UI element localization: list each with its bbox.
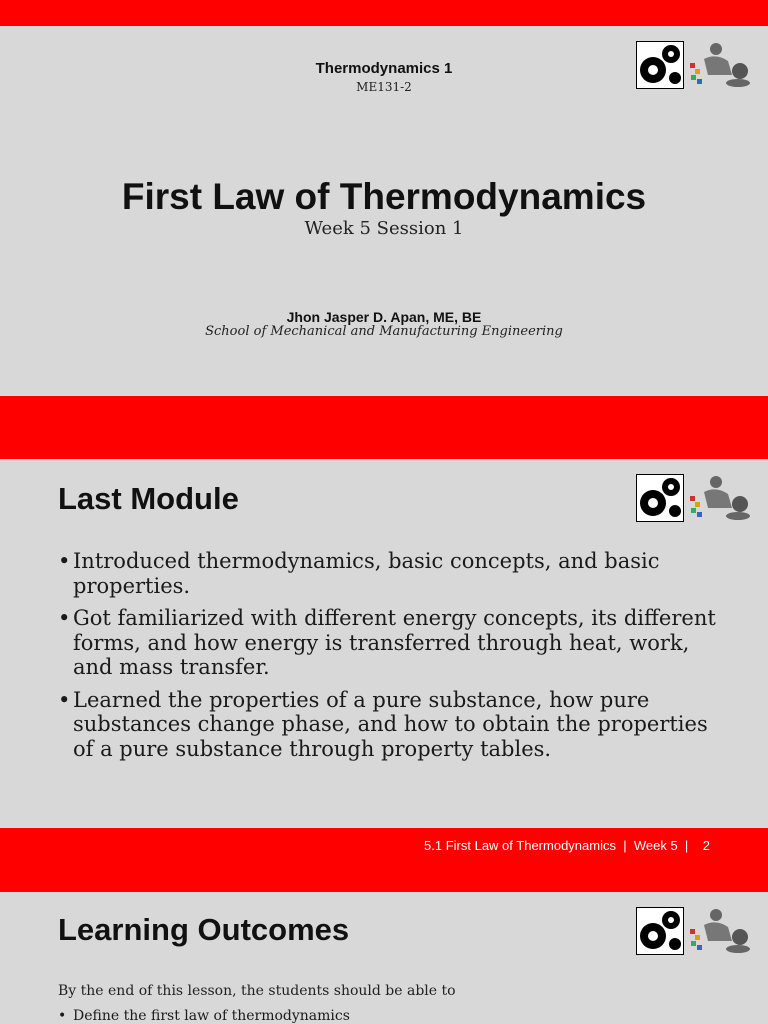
person-globe-logo-icon (688, 907, 752, 955)
gear-logo-icon (636, 474, 684, 522)
list-item: • Got familiarized with different energy concepts, its different forms, and how energy is transferred through heat, work, and mass transfer. (58, 606, 718, 680)
slide-heading: Last Module (58, 481, 239, 516)
list-item: • Define the first law of thermodynamics (58, 1007, 718, 1024)
person-globe-logo-icon (688, 474, 752, 522)
course-code: ME131-2 (356, 80, 412, 94)
learning-outcomes-slide (0, 892, 768, 1024)
course-name: Thermodynamics 1 (315, 60, 453, 77)
slide-heading: Learning Outcomes (58, 912, 350, 947)
outcomes-intro: By the end of this lesson, the students should be able to (58, 983, 456, 999)
top-red-band (0, 0, 768, 26)
list-item: • Introduced thermodynamics, basic concepts, and basic properties. (58, 549, 718, 598)
footer-separator: | (619, 838, 631, 853)
slide2-logo (636, 474, 752, 522)
list-item: • Learned the properties of a pure substance, how pure substances change phase, and how to obtain the properties of a pure substance through property tables. (58, 688, 718, 762)
slide-footer (424, 838, 710, 853)
footer-separator: | (681, 838, 700, 853)
slide-title: First Law of Thermodynamics (121, 176, 647, 217)
last-module-list (58, 549, 718, 769)
title-slide (0, 26, 768, 396)
outcomes-list (58, 1007, 718, 1024)
footer-title: 5.1 First Law of Thermodynamics (424, 838, 616, 853)
gear-logo-icon (636, 907, 684, 955)
slide3-logo (636, 907, 752, 955)
last-module-slide (0, 459, 768, 828)
author-name: Jhon Jasper D. Apan, ME, BE (286, 309, 482, 325)
slide-subtitle: Week 5 Session 1 (304, 218, 464, 239)
footer-page-number: 2 (702, 838, 710, 853)
footer-week: Week 5 (633, 838, 678, 853)
school-name: School of Mechanical and Manufacturing Engineering (205, 324, 563, 339)
middle-red-band (0, 396, 768, 459)
